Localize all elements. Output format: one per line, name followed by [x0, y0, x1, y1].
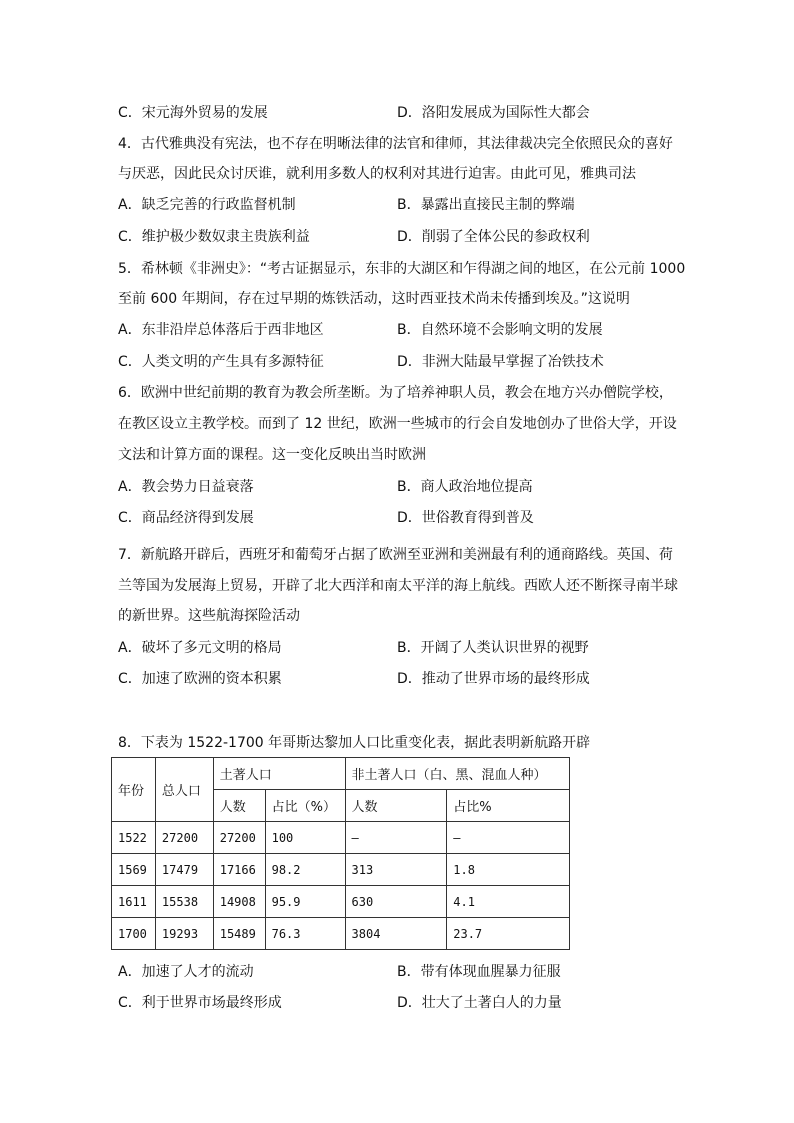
header-native-count: 人数: [213, 790, 265, 822]
q7-stem-line-2: 兰等国为发展海上贸易，开辟了北大西洋和南太平洋的海上航线。西欧人还不断探寻南半球: [118, 578, 678, 594]
q8-option-c: C．利于世界市场最终形成: [118, 995, 282, 1011]
cell-non-count: 313: [345, 854, 447, 886]
q6-stem-line-3: 文法和计算方面的课程。这一变化反映出当时欧洲: [118, 447, 426, 463]
cell-native-pct: 76.3: [265, 918, 345, 950]
q5-stem-line-2: 至前 600 年期间，存在过早期的炼铁活动，这时西亚技术尚未传播到埃及。”这说明: [118, 291, 630, 307]
cell-non-pct: —: [447, 822, 570, 854]
cell-total: 15538: [155, 886, 213, 918]
header-nonnative: 非土著人口（白、黑、混血人种）: [345, 758, 569, 790]
header-native-pct: 占比（%）: [265, 790, 345, 822]
q8-option-a: A．加速了人才的流动: [118, 964, 254, 980]
cell-total: 17479: [155, 854, 213, 886]
q4-option-c: C．维护极少数奴隶主贵族利益: [118, 229, 310, 245]
q7-option-a: A．破坏了多元文明的格局: [118, 640, 282, 656]
cell-non-count: —: [345, 822, 447, 854]
table-row: [112, 854, 570, 886]
q6-option-b: B．商人政治地位提高: [397, 479, 533, 495]
q4-option-b: B．暴露出直接民主制的弊端: [397, 197, 575, 213]
q7-option-d: D．推动了世界市场的最终形成: [397, 671, 590, 687]
cell-total: 27200: [155, 822, 213, 854]
header-year: 年份: [112, 758, 156, 822]
cell-native-pct: 100: [265, 822, 345, 854]
cell-native-count: 17166: [213, 854, 265, 886]
header-native: 土著人口: [213, 758, 345, 790]
cell-native-count: 14908: [213, 886, 265, 918]
table-row: [112, 886, 570, 918]
cell-native-pct: 98.2: [265, 854, 345, 886]
cell-total: 19293: [155, 918, 213, 950]
q7-option-b: B．开阔了人类认识世界的视野: [397, 640, 589, 656]
q5-option-c: C．人类文明的产生具有多源特征: [118, 354, 324, 370]
population-table: [111, 757, 570, 950]
q7-option-c: C．加速了欧洲的资本积累: [118, 671, 282, 687]
header-non-pct: 占比%: [447, 790, 570, 822]
cell-year: 1611: [112, 886, 156, 918]
table-row: [112, 822, 570, 854]
q6-stem-line-2: 在教区设立主教学校。而到了 12 世纪，欧洲一些城市的行会自发地创办了世俗大学，开设: [118, 416, 677, 432]
header-non-count: 人数: [345, 790, 447, 822]
q4-stem-line-1: 4．古代雅典没有宪法，也不存在明晰法律的法官和律师，其法律裁决完全依照民众的喜好: [118, 136, 673, 152]
q5-option-d: D．非洲大陆最早掌握了冶铁技术: [397, 354, 604, 370]
q8-stem: 8．下表为 1522-1700 年哥斯达黎加人口比重变化表，据此表明新航路开辟: [118, 735, 591, 751]
q7-stem-line-3: 的新世界。这些航海探险活动: [118, 608, 300, 624]
q4-option-a: A．缺乏完善的行政监督机制: [118, 197, 296, 213]
cell-non-count: 3804: [345, 918, 447, 950]
cell-year: 1522: [112, 822, 156, 854]
cell-year: 1569: [112, 854, 156, 886]
q5-option-b: B．自然环境不会影响文明的发展: [397, 322, 603, 338]
q6-option-c: C．商品经济得到发展: [118, 510, 254, 526]
cell-native-pct: 95.9: [265, 886, 345, 918]
header-total: 总人口: [155, 758, 213, 822]
cell-year: 1700: [112, 918, 156, 950]
q5-option-a: A．东非沿岸总体落后于西非地区: [118, 322, 324, 338]
q4-option-d: D．削弱了全体公民的参政权利: [397, 229, 590, 245]
q3-option-c: C．宋元海外贸易的发展: [118, 105, 268, 121]
q3-option-d: D．洛阳发展成为国际性大都会: [397, 105, 590, 121]
cell-non-pct: 4.1: [447, 886, 570, 918]
table-row: [112, 918, 570, 950]
table-header-row: [112, 758, 570, 790]
cell-non-count: 630: [345, 886, 447, 918]
q5-stem-line-1: 5．希林顿《非洲史》：“考古证据显示，东非的大湖区和乍得湖之间的地区，在公元前 1000: [118, 261, 686, 277]
q8-option-b: B．带有体现血腥暴力征服: [397, 964, 561, 980]
q8-option-d: D．壮大了土著白人的力量: [397, 995, 562, 1011]
q7-stem-line-1: 7．新航路开辟后，西班牙和葡萄牙占据了欧洲至亚洲和美洲最有利的通商路线。英国、荷: [118, 547, 673, 563]
cell-non-pct: 23.7: [447, 918, 570, 950]
q6-option-d: D．世俗教育得到普及: [397, 510, 534, 526]
q6-option-a: A．教会势力日益衰落: [118, 479, 254, 495]
q6-stem-line-1: 6．欧洲中世纪前期的教育为教会所垄断。为了培养神职人员，教会在地方兴办僧院学校，: [118, 385, 673, 401]
cell-native-count: 15489: [213, 918, 265, 950]
cell-non-pct: 1.8: [447, 854, 570, 886]
q4-stem-line-2: 与厌恶，因此民众讨厌谁，就利用多数人的权利对其进行迫害。由此可见，雅典司法: [118, 166, 636, 182]
cell-native-count: 27200: [213, 822, 265, 854]
